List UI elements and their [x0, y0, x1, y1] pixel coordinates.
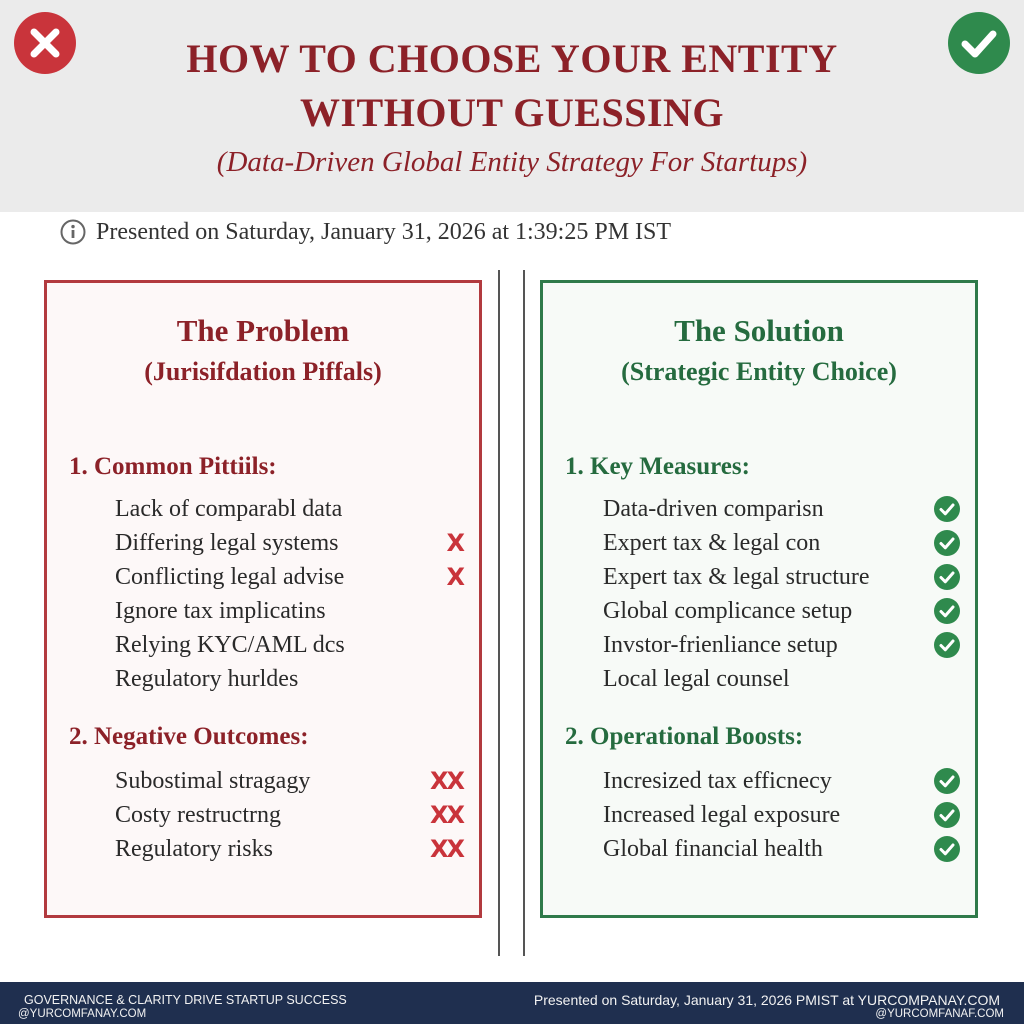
- header-banner: [0, 0, 1024, 212]
- list-item: [115, 832, 467, 866]
- double-x-mark-icon: XX: [429, 767, 463, 795]
- list-item: [603, 662, 953, 696]
- solution-title: The Solution: [674, 313, 844, 348]
- item-text: Regulatory risks: [115, 835, 273, 862]
- check-icon: [933, 492, 961, 526]
- list-item: [115, 560, 467, 594]
- list-item: [603, 526, 953, 560]
- item-text: Conflicting legal advise: [115, 563, 345, 590]
- item-text: Differing legal systems: [115, 529, 339, 556]
- x-mark-icon: X: [446, 563, 463, 591]
- check-icon: [933, 798, 961, 832]
- list-item: [603, 594, 953, 628]
- item-text: Expert tax & legal con: [603, 529, 821, 556]
- item-text: Ignore tax implicatins: [115, 597, 326, 624]
- problem-section1-heading: 1. Common Pittiils:: [69, 453, 277, 480]
- item-text: Expert tax & legal structure: [603, 563, 870, 590]
- title-line-1: HOW TO CHOOSE YOUR ENTITY: [186, 36, 838, 81]
- x-mark-icon: X: [446, 529, 463, 557]
- check-icon: [933, 594, 961, 628]
- solution-panel: [540, 280, 978, 918]
- solution-subtitle: (Strategic Entity Choice): [621, 357, 897, 386]
- check-circle-icon: [948, 12, 1010, 74]
- check-icon: [933, 560, 961, 594]
- item-text: Relying KYC/AML dcs: [115, 631, 345, 658]
- item-text: Regulatory hurldes: [115, 665, 299, 692]
- item-text: Subostimal stragagy: [115, 767, 311, 794]
- item-text: Invstor-frienliance setup: [603, 631, 838, 658]
- check-icon: [933, 764, 961, 798]
- column-divider-left: [498, 270, 500, 956]
- page-title: [0, 32, 1024, 140]
- list-item: [115, 764, 467, 798]
- double-x-mark-icon: XX: [429, 801, 463, 829]
- list-item: [603, 798, 953, 832]
- item-text: Data-driven comparisn: [603, 495, 824, 522]
- list-item: [115, 628, 467, 662]
- presented-line: [60, 216, 671, 248]
- footer-bar: [0, 982, 1024, 1024]
- item-text: Global financial health: [603, 835, 823, 862]
- list-item: [603, 764, 953, 798]
- footer-presented: Presented on Saturday, January 31, 2026 PMIST at YURCOMPANAY.COM: [533, 992, 1000, 1008]
- item-text: Increased legal exposure: [603, 801, 841, 828]
- info-icon: [60, 219, 86, 245]
- footer-handle-left: @YURCOMFANAY.COM: [18, 1008, 147, 1020]
- list-item: [603, 832, 953, 866]
- item-text: Incresized tax efficnecy: [603, 767, 832, 794]
- check-icon: [933, 526, 961, 560]
- title-line-2: WITHOUT GUESSING: [299, 90, 725, 135]
- footer-tagline: GOVERNANCE & CLARITY DRIVE STARTUP SUCCESS: [24, 993, 347, 1007]
- list-item: [115, 594, 467, 628]
- item-text: Global complicance setup: [603, 597, 853, 624]
- check-icon: [933, 628, 961, 662]
- column-divider-right: [523, 270, 525, 956]
- problem-section2-heading: 2. Negative Outcomes:: [69, 723, 309, 750]
- solution-section2-heading: 2. Operational Boosts:: [565, 723, 804, 750]
- footer-handle-right: @YURCOMFANAF.COM: [875, 1008, 1004, 1020]
- solution-section1-heading: 1. Key Measures:: [565, 453, 750, 480]
- item-text: Local legal counsel: [603, 665, 790, 692]
- check-icon: [933, 832, 961, 866]
- list-item: [115, 492, 467, 526]
- double-x-mark-icon: XX: [429, 835, 463, 863]
- page-subtitle: (Data-Driven Global Entity Strategy For Startups): [216, 146, 808, 178]
- list-item: [603, 628, 953, 662]
- list-item: [603, 560, 953, 594]
- problem-panel: [44, 280, 482, 918]
- problem-title: The Problem: [176, 313, 350, 348]
- item-text: Costy restructrng: [115, 801, 281, 828]
- list-item: [115, 798, 467, 832]
- list-item: [115, 526, 467, 560]
- problem-subtitle: (Jurisifdation Piffals): [144, 357, 382, 386]
- presented-text: Presented on Saturday, January 31, 2026 at 1:39:25 PM IST: [96, 218, 672, 245]
- item-text: Lack of comparabl data: [115, 495, 343, 522]
- list-item: [115, 662, 467, 696]
- list-item: [603, 492, 953, 526]
